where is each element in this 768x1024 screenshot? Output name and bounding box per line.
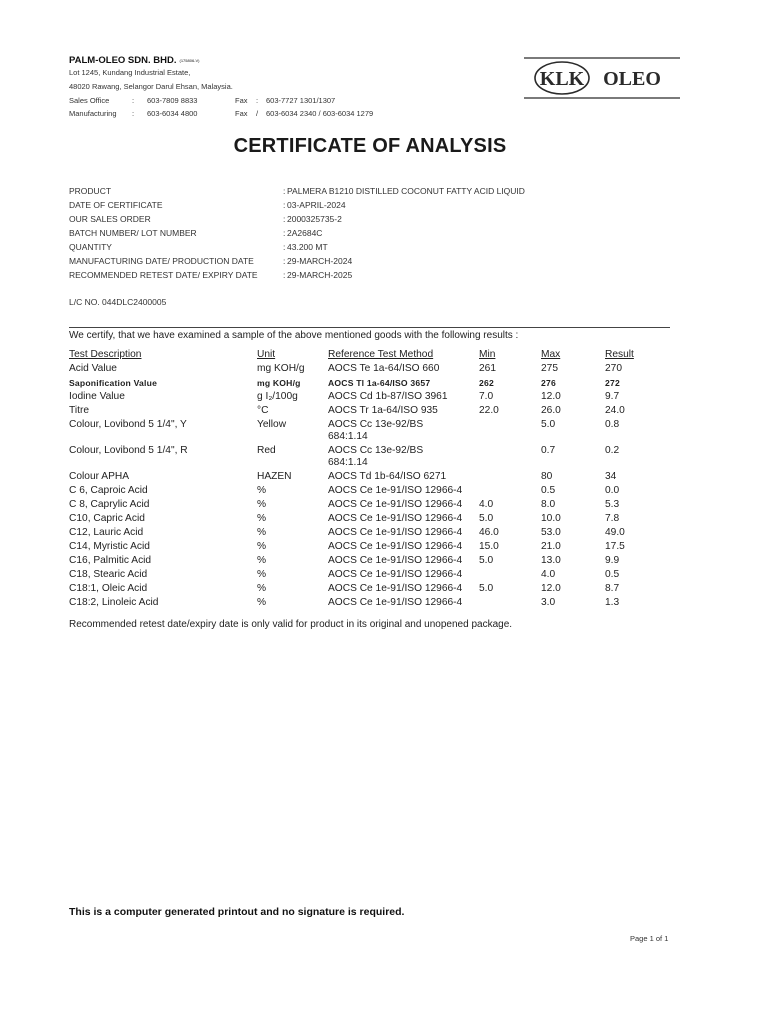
cell-min xyxy=(479,419,541,445)
cell-description: C10, Capric Acid xyxy=(69,513,145,524)
cell-description: Colour, Lovibond 5 1/4", Y xyxy=(69,419,187,430)
cell-unit: % xyxy=(257,541,267,552)
cell-result: 272 xyxy=(605,378,620,388)
results-row xyxy=(69,377,665,391)
method-text: AOCS Cd 1b-87/ISO 3961 xyxy=(328,391,448,402)
cell-unit: % xyxy=(257,485,267,496)
method-text: AOCS Ce 1e-91/ISO 12966-4 xyxy=(328,541,463,552)
cell-unit: Red xyxy=(257,445,276,456)
results-row xyxy=(69,569,665,583)
company-name-text: PALM-OLEO SDN. BHD. xyxy=(69,55,177,66)
cell-description: Acid Value xyxy=(69,363,117,374)
results-body xyxy=(69,363,665,611)
cell-unit: % xyxy=(257,555,267,566)
results-row xyxy=(69,485,665,499)
cell-max: 80 xyxy=(541,471,553,482)
cell-result: 9.9 xyxy=(605,555,620,566)
cell-result: 0.2 xyxy=(605,445,620,456)
results-row xyxy=(69,583,665,597)
info-colon: : xyxy=(283,228,286,238)
cell-min: 262 xyxy=(479,378,494,388)
cell-max: 13.0 xyxy=(541,555,561,566)
header-min: Min xyxy=(479,349,496,360)
header-reference-method: Reference Test Method xyxy=(328,349,434,360)
cell-max: 4.0 xyxy=(541,569,556,580)
cell-result: 0.8 xyxy=(605,419,620,430)
info-colon: : xyxy=(283,186,286,196)
cell-method xyxy=(328,471,479,485)
cell-description: Titre xyxy=(69,405,89,416)
cell-max: 12.0 xyxy=(541,583,561,594)
cell-method xyxy=(328,583,479,597)
sales-fax-colon: : xyxy=(256,96,259,105)
cell-method xyxy=(328,485,479,499)
cell-min xyxy=(479,597,541,611)
manufacturing-fax-colon: / xyxy=(256,109,259,118)
cell-min: 5.0 xyxy=(479,513,494,524)
cell-max: 276 xyxy=(541,378,556,388)
manufacturing-label: Manufacturing xyxy=(69,109,117,118)
info-value: 29-MARCH-2024 xyxy=(287,256,353,266)
cell-max: 10.0 xyxy=(541,513,561,524)
cell-unit: g I₂/100g xyxy=(257,391,298,402)
cell-method xyxy=(328,597,479,611)
method-text: AOCS Ce 1e-91/ISO 12966-4 xyxy=(328,583,463,594)
cell-min: 46.0 xyxy=(479,527,499,538)
info-label: PRODUCT xyxy=(69,186,112,196)
results-row xyxy=(69,445,665,471)
cell-max: 5.0 xyxy=(541,419,556,430)
sales-fax-label: Fax xyxy=(235,96,248,105)
cell-result: 270 xyxy=(605,363,622,374)
cell-unit: mg KOH/g xyxy=(257,378,301,388)
info-value: 03-APRIL-2024 xyxy=(287,200,346,210)
cell-method xyxy=(328,569,479,583)
results-row xyxy=(69,499,665,513)
cell-result: 17.5 xyxy=(605,541,625,552)
info-value: PALMERA B1210 DISTILLED COCONUT FATTY ACID LIQUID xyxy=(287,186,525,196)
company-name xyxy=(69,55,200,66)
manufacturing-phone: 603-6034 4800 xyxy=(147,109,198,118)
info-colon: : xyxy=(283,214,286,224)
cell-description: Saponification Value xyxy=(69,378,158,388)
method-text: AOCS Ce 1e-91/ISO 12966-4 xyxy=(328,527,463,538)
cell-method xyxy=(328,405,479,419)
manufacturing-fax-label: Fax xyxy=(235,109,248,118)
lc-number: L/C NO. 044DLC2400005 xyxy=(69,297,167,307)
sales-fax-number: 603-7727 1301/1307 xyxy=(266,96,336,105)
cell-method xyxy=(328,391,479,405)
results-row xyxy=(69,363,665,377)
cell-max: 8.0 xyxy=(541,499,556,510)
info-value: 2A2684C xyxy=(287,228,323,238)
page-title: CERTIFICATE OF ANALYSIS xyxy=(233,135,507,157)
cell-method xyxy=(328,555,479,569)
cell-description: C16, Palmitic Acid xyxy=(69,555,152,566)
method-text: AOCS Tl 1a-64/ISO 3657 xyxy=(328,378,431,388)
cell-result: 0.5 xyxy=(605,569,620,580)
info-row xyxy=(69,200,689,214)
cell-method xyxy=(328,527,479,541)
logo-oleo-text: OLEO xyxy=(603,68,661,90)
info-colon: : xyxy=(283,270,286,280)
cell-max: 53.0 xyxy=(541,527,561,538)
results-header-row xyxy=(69,349,665,363)
info-label: BATCH NUMBER/ LOT NUMBER xyxy=(69,228,197,238)
info-row xyxy=(69,186,689,200)
info-row xyxy=(69,214,689,228)
cell-result: 34 xyxy=(605,471,617,482)
info-value: 43.200 MT xyxy=(287,242,328,252)
method-text: AOCS Tr 1a-64/ISO 935 xyxy=(328,405,438,416)
cell-min xyxy=(479,445,541,471)
cell-description: C 6, Caproic Acid xyxy=(69,485,148,496)
method-text: AOCS Ce 1e-91/ISO 12966-4 xyxy=(328,555,463,566)
results-row xyxy=(69,513,665,527)
results-row xyxy=(69,597,665,611)
manufacturing-row xyxy=(69,109,429,119)
method-text: AOCS Ce 1e-91/ISO 12966-4 xyxy=(328,499,463,510)
cell-result: 49.0 xyxy=(605,527,625,538)
header-unit: Unit xyxy=(257,349,276,360)
results-row xyxy=(69,555,665,569)
info-colon: : xyxy=(283,242,286,252)
cell-max: 21.0 xyxy=(541,541,561,552)
results-row xyxy=(69,405,665,419)
cell-method xyxy=(328,513,479,527)
method-text: AOCS Ce 1e-91/ISO 12966-4 xyxy=(328,485,463,496)
info-row xyxy=(69,242,689,256)
header-max: Max xyxy=(541,349,561,360)
method-line1: AOCS Cc 13e-92/BS xyxy=(328,419,424,430)
cell-min: 5.0 xyxy=(479,555,494,566)
info-label: MANUFACTURING DATE/ PRODUCTION DATE xyxy=(69,256,254,266)
results-table xyxy=(69,349,665,611)
cell-unit: mg KOH/g xyxy=(257,363,305,374)
cell-description: Colour, Lovibond 5 1/4", R xyxy=(69,445,188,456)
results-row xyxy=(69,471,665,485)
cell-max: 12.0 xyxy=(541,391,561,402)
results-row xyxy=(69,419,665,445)
info-label: RECOMMENDED RETEST DATE/ EXPIRY DATE xyxy=(69,270,258,280)
sales-office-row xyxy=(69,96,429,106)
cell-unit: °C xyxy=(257,405,269,416)
cell-method xyxy=(328,541,479,555)
cell-unit: % xyxy=(257,513,267,524)
method-text: AOCS Td 1b-64/ISO 6271 xyxy=(328,471,447,482)
cell-result: 8.7 xyxy=(605,583,620,594)
company-address-line2: 48020 Rawang, Selangor Darul Ehsan, Malaysia. xyxy=(69,82,233,91)
info-value: 2000325735-2 xyxy=(287,214,342,224)
method-text: AOCS Te 1a-64/ISO 660 xyxy=(328,363,440,374)
info-label: QUANTITY xyxy=(69,242,112,252)
cell-unit: Yellow xyxy=(257,419,287,430)
info-row xyxy=(69,256,689,270)
cell-min: 261 xyxy=(479,363,496,374)
cell-description: C14, Myristic Acid xyxy=(69,541,150,552)
results-row xyxy=(69,391,665,405)
cell-unit: % xyxy=(257,583,267,594)
cell-max: 275 xyxy=(541,363,558,374)
sales-office-label: Sales Office xyxy=(69,96,110,105)
cell-description: C18:1, Oleic Acid xyxy=(69,583,148,594)
info-row xyxy=(69,270,689,284)
header-test-description: Test Description xyxy=(69,349,142,360)
manufacturing-fax-number: 603-6034 2340 / 603-6034 1279 xyxy=(266,109,374,118)
cell-result: 9.7 xyxy=(605,391,620,402)
cell-description: C18, Stearic Acid xyxy=(69,569,148,580)
manufacturing-colon: : xyxy=(132,109,135,118)
method-text: AOCS Ce 1e-91/ISO 12966-4 xyxy=(328,513,463,524)
cell-method xyxy=(328,377,479,391)
cell-min: 15.0 xyxy=(479,541,499,552)
certify-statement: We certify, that we have examined a sample of the above mentioned goods with the following results : xyxy=(69,330,519,341)
divider-line xyxy=(69,327,670,328)
cell-result: 0.0 xyxy=(605,485,620,496)
cell-method xyxy=(328,419,479,445)
validity-note: Recommended retest date/expiry date is only valid for product in its original and unopened package. xyxy=(69,619,513,630)
cell-unit: % xyxy=(257,499,267,510)
cell-description: Colour APHA xyxy=(69,471,130,482)
method-text: AOCS Ce 1e-91/ISO 12966-4 xyxy=(328,569,463,580)
cell-result: 7.8 xyxy=(605,513,620,524)
cell-description: C12, Lauric Acid xyxy=(69,527,144,538)
cell-min: 5.0 xyxy=(479,583,494,594)
cell-result: 1.3 xyxy=(605,597,620,608)
cell-method xyxy=(328,499,479,513)
cell-min xyxy=(479,485,541,499)
cell-max: 3.0 xyxy=(541,597,556,608)
header-result: Result xyxy=(605,349,634,360)
cell-min xyxy=(479,569,541,583)
cell-min xyxy=(479,471,541,485)
sales-office-colon: : xyxy=(132,96,135,105)
cell-min: 4.0 xyxy=(479,499,494,510)
cell-method xyxy=(328,363,479,377)
info-label: OUR SALES ORDER xyxy=(69,214,151,224)
cell-method xyxy=(328,445,479,471)
results-row xyxy=(69,541,665,555)
cell-max: 0.7 xyxy=(541,445,556,456)
info-colon: : xyxy=(283,256,286,266)
cell-description: C 8, Caprylic Acid xyxy=(69,499,150,510)
cell-description: Iodine Value xyxy=(69,391,125,402)
logo-klk-text: KLK xyxy=(539,68,585,90)
cell-max: 0.5 xyxy=(541,485,556,496)
klk-oleo-logo xyxy=(522,52,682,104)
page-number: Page 1 of 1 xyxy=(630,934,669,943)
info-value: 29-MARCH-2025 xyxy=(287,270,353,280)
cell-min: 7.0 xyxy=(479,391,494,402)
cell-unit: HAZEN xyxy=(257,471,292,482)
company-address-line1: Lot 1245, Kundang Industrial Estate, xyxy=(69,68,191,77)
cell-unit: % xyxy=(257,527,267,538)
method-line2: 684:1.14 xyxy=(328,431,368,442)
cell-unit: % xyxy=(257,569,267,580)
cell-max: 26.0 xyxy=(541,405,561,416)
footer-statement: This is a computer generated printout and no signature is required. xyxy=(69,906,405,918)
results-row xyxy=(69,527,665,541)
info-label: DATE OF CERTIFICATE xyxy=(69,200,163,210)
info-colon: : xyxy=(283,200,286,210)
method-line2: 684:1.14 xyxy=(328,457,368,468)
method-text: AOCS Ce 1e-91/ISO 12966-4 xyxy=(328,597,463,608)
sales-office-phone: 603-7809 8833 xyxy=(147,96,198,105)
info-row xyxy=(69,228,689,242)
company-reg-number: (175806-V) xyxy=(179,57,200,63)
cell-result: 24.0 xyxy=(605,405,625,416)
method-line1: AOCS Cc 13e-92/BS xyxy=(328,445,424,456)
cell-description: C18:2, Linoleic Acid xyxy=(69,597,159,608)
cell-result: 5.3 xyxy=(605,499,620,510)
cell-unit: % xyxy=(257,597,267,608)
cell-min: 22.0 xyxy=(479,405,499,416)
